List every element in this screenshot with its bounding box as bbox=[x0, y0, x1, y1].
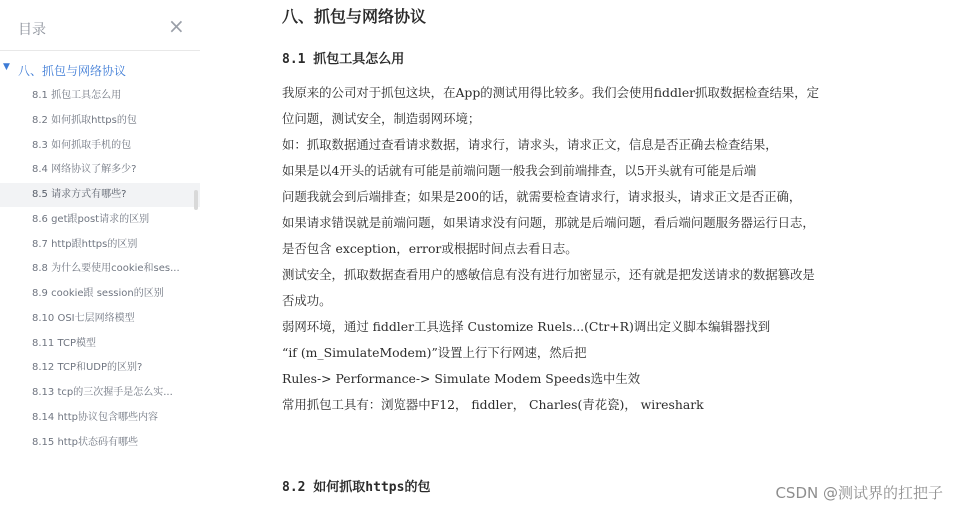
toc-sidebar bbox=[0, 0, 232, 512]
toc-item[interactable]: 8.2 如何抓取https的包 bbox=[32, 114, 137, 126]
article-heading: 八、抓包与网络协议 bbox=[282, 7, 427, 26]
toc-item[interactable]: 8.6 get跟post请求的区别 bbox=[32, 213, 150, 225]
text-line: 如果是以4开头的话就有可能是前端问题一般我会到前端排查，以5开头就有可能是后端 bbox=[282, 163, 757, 178]
text-line: 如果请求错误就是前端问题，如果请求没有问题，那就是后端问题，看后端问题服务器运行日志， bbox=[282, 215, 815, 230]
text-line: Rules-> Performance-> Simulate Modem Speeds选中生效 bbox=[282, 371, 641, 386]
text-line: 位问题，测试安全，制造弱网环境； bbox=[282, 111, 481, 126]
toc-section-item[interactable] bbox=[0, 60, 220, 82]
toc-item[interactable]: 8.4 网络协议了解多少? bbox=[32, 164, 137, 176]
toc-item[interactable]: 8.1 抓包工具怎么用 bbox=[32, 90, 122, 101]
toc-item[interactable]: 8.5 请求方式有哪些? bbox=[0, 183, 200, 207]
toc-section-label: 八、抓包与网络协议 bbox=[18, 64, 127, 78]
watermark: CSDN @测试界的扛把子 bbox=[775, 484, 943, 502]
text-line: 如：抓取数据通过查看请求数据，请求行，请求头，请求正文，信息是否正确去检查结果， bbox=[282, 137, 778, 152]
toc-title: 目录 bbox=[18, 22, 46, 38]
close-icon[interactable]: × bbox=[168, 14, 185, 38]
toc-item[interactable]: 8.11 TCP模型 bbox=[32, 337, 96, 349]
toc-item[interactable]: 8.13 tcp的三次握手是怎么实... bbox=[32, 387, 173, 398]
toc-item[interactable]: 8.7 http跟https的区别 bbox=[32, 238, 138, 250]
text-line: 常用抓包工具有：浏览器中F12， fiddler， Charles(青花瓷)， wireshark bbox=[282, 397, 704, 412]
text-line: 问题我就会到后端排查；如果是200的话，就需要检查请求行，请求报头，请求正文是否正确， bbox=[282, 189, 802, 204]
toc-list bbox=[0, 84, 200, 455]
toc-item[interactable]: 8.14 http协议包含哪些内容 bbox=[32, 411, 158, 423]
scrollbar-thumb[interactable] bbox=[194, 190, 198, 210]
text-line: 测试安全，抓取数据查看用户的感敏信息有没有进行加密显示，还有就是把发送请求的数据篡改是 bbox=[282, 267, 815, 282]
toc-item[interactable]: 8.3 如何抓取手机的包 bbox=[32, 139, 132, 151]
text-line: “if (m_SimulateModem)”设置上行下行网速，然后把 bbox=[282, 345, 587, 360]
toc-item[interactable]: 8.9 cookie跟 session的区别 bbox=[32, 288, 164, 299]
text-line: 否成功。 bbox=[282, 293, 332, 308]
section-title-8-2: 8.2 如何抓取https的包 bbox=[282, 480, 431, 495]
toc-item[interactable]: 8.12 TCP和UDP的区别? bbox=[32, 362, 143, 374]
text-line: 是否包含 exception，error或根据时间点去看日志。 bbox=[282, 241, 578, 256]
article-content bbox=[282, 0, 952, 512]
caret-down-icon: ▼ bbox=[3, 62, 10, 72]
section-title-8-1: 8.1 抓包工具怎么用 bbox=[282, 52, 405, 67]
toc-item[interactable]: 8.15 http状态码有哪些 bbox=[32, 436, 138, 448]
toc-header bbox=[0, 0, 200, 51]
text-line: 我原来的公司对于抓包这块，在App的测试用得比较多。我们会使用fiddler抓取数据检查结果，定 bbox=[282, 85, 820, 100]
article-paragraph bbox=[282, 80, 947, 418]
toc-item[interactable]: 8.8 为什么要使用cookie和ses... bbox=[32, 263, 180, 275]
text-line: 弱网环境，通过 fiddler工具选择 Customize Ruels...(Ctr+R)调出定义脚本编辑器找到 bbox=[282, 319, 771, 334]
toc-item[interactable]: 8.10 OSI七层网络模型 bbox=[32, 312, 135, 324]
